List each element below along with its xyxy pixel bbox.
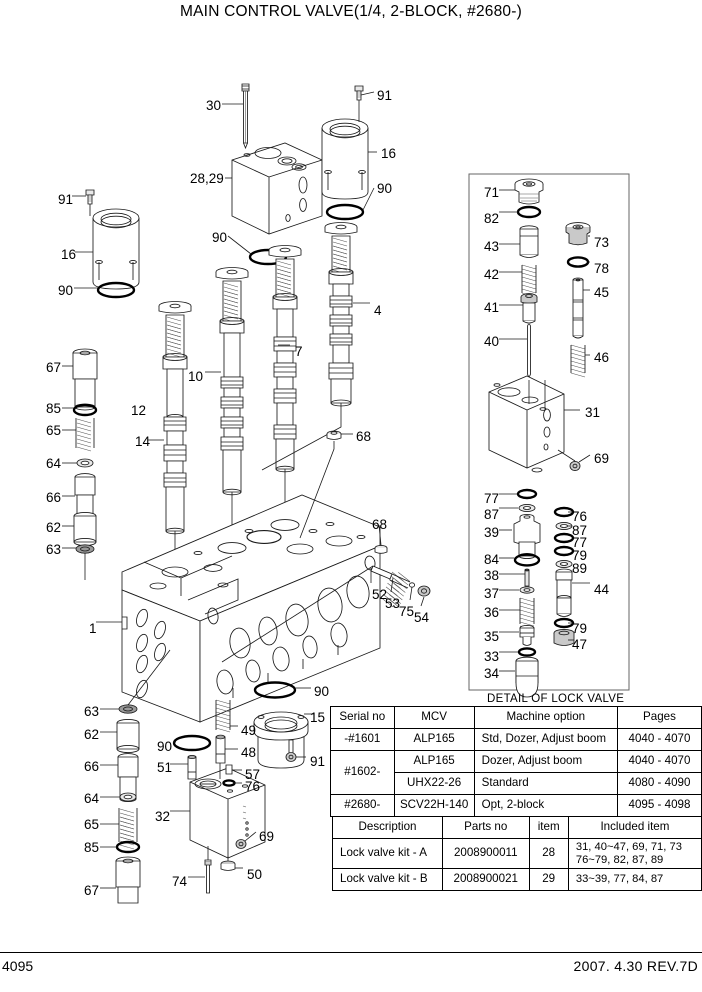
callout-7: 7 — [295, 344, 303, 359]
part-62-bush-upper — [62, 512, 96, 545]
callout-90: 90 — [58, 283, 74, 298]
th-description: Description — [333, 817, 443, 839]
detail-callout-47: 47 — [572, 637, 588, 652]
part-1-main-valve-body — [96, 495, 380, 722]
callout-50: 50 — [247, 867, 263, 882]
detail-callout-87: 87 — [484, 507, 500, 522]
detail-callout-77: 77 — [572, 535, 588, 550]
cell-mcv: ALP165 — [394, 729, 474, 751]
detail-callout-42: 42 — [484, 267, 500, 282]
part-64-washer-lower — [100, 793, 136, 801]
detail-part-78-oring — [568, 257, 588, 266]
part-64-washer-upper — [62, 459, 93, 467]
part-16-cap-left — [75, 209, 139, 289]
detail-callout-31: 31 — [585, 405, 601, 420]
part-67-plunger-lower — [100, 857, 140, 903]
part-62-bush-lower — [100, 719, 139, 752]
detail-callout-41: 41 — [484, 300, 500, 315]
table-row — [331, 751, 702, 773]
detail-callout-87: 87 — [572, 523, 588, 538]
spool-assembly-c — [269, 246, 301, 521]
left-parts-stack — [62, 349, 97, 580]
detail-callout-45: 45 — [594, 285, 610, 300]
th-mcv: MCV — [394, 707, 474, 729]
callout-74: 74 — [172, 874, 188, 889]
detail-part-69-ball — [558, 450, 590, 471]
callout-90: 90 — [377, 181, 393, 196]
cell-pages: 4080 - 4090 — [617, 773, 701, 795]
callout-69: 69 — [259, 829, 275, 844]
detail-callout-36: 36 — [484, 605, 500, 620]
included-line-2: 76~79, 82, 87, 89 — [575, 853, 664, 866]
cell-description: Lock valve kit - A — [333, 839, 443, 869]
callout-57: 57 — [245, 767, 261, 782]
callout-62: 62 — [84, 727, 100, 742]
callout-76: 76 — [245, 779, 261, 794]
callout-12: 12 — [131, 403, 147, 418]
part-63-seal-upper — [62, 545, 94, 580]
callout-51: 51 — [157, 760, 173, 775]
part-51-pin — [170, 755, 196, 779]
lock-valve-kit-table — [332, 816, 702, 891]
table-row — [331, 795, 702, 817]
detail-part-42-spring — [499, 265, 536, 297]
detail-callout-71: 71 — [484, 185, 500, 200]
detail-part-89-washer — [556, 560, 572, 567]
th-included-item: Included item — [568, 817, 701, 839]
detail-part-40-needle — [499, 324, 531, 377]
serial-number-table — [330, 706, 702, 817]
th-machine-option: Machine option — [474, 707, 617, 729]
detail-part-87b-washer — [556, 522, 572, 529]
spool-assembly-a — [148, 302, 191, 576]
table-row — [333, 839, 702, 869]
part-28-29-block — [225, 143, 322, 234]
detail-part-79a-oring — [555, 547, 573, 555]
detail-callout-35: 35 — [484, 629, 500, 644]
cell-parts-no: 2008900011 — [443, 839, 530, 869]
cell-mcv: SCV22H-140 — [394, 795, 474, 817]
detail-panel-caption: DETAIL OF LOCK VALVE — [487, 693, 625, 705]
detail-callout-46: 46 — [594, 350, 610, 365]
cell-pages: 4095 - 4098 — [617, 795, 701, 817]
detail-callout-76: 76 — [572, 509, 588, 524]
callout-90: 90 — [212, 230, 228, 245]
detail-part-45-rod — [573, 278, 590, 338]
revision-date: 2007. 4.30 REV.7D — [573, 958, 698, 974]
footer-divider — [0, 952, 702, 953]
detail-part-34 — [499, 657, 538, 697]
detail-callout-34: 34 — [484, 666, 500, 681]
part-15-flange — [254, 712, 314, 768]
detail-part-73 — [566, 223, 590, 245]
detail-callout-73: 73 — [594, 235, 610, 250]
detail-callout-79: 79 — [572, 548, 588, 563]
part-65-spring-upper — [62, 418, 94, 451]
cell-pages: 4040 - 4070 — [617, 751, 701, 773]
th-pages: Pages — [617, 707, 701, 729]
detail-callout-44: 44 — [594, 582, 610, 597]
part-90-oring-32 — [174, 736, 210, 750]
callout-49: 49 — [241, 723, 257, 738]
callout-66: 66 — [46, 490, 62, 505]
cell-serial: -#1601 — [331, 729, 395, 751]
cell-description: Lock valve kit - B — [333, 869, 443, 891]
detail-part-71 — [499, 179, 543, 204]
callout-52: 52 — [372, 587, 388, 602]
detail-part-77a-oring — [518, 490, 536, 498]
th-item: item — [529, 817, 568, 839]
th-serial-no: Serial no — [331, 707, 395, 729]
detail-callout-77: 77 — [484, 491, 500, 506]
callout-1: 1 — [89, 621, 97, 636]
callout-85: 85 — [84, 840, 100, 855]
callout-65: 65 — [46, 423, 62, 438]
detail-part-46-spring — [571, 345, 590, 377]
detail-part-39 — [499, 514, 540, 558]
callout-68: 68 — [372, 517, 388, 532]
callout-67: 67 — [84, 883, 100, 898]
cell-mcv: ALP165 — [394, 751, 474, 773]
detail-part-35 — [499, 625, 534, 645]
detail-callout-39: 39 — [484, 525, 500, 540]
callout-62: 62 — [46, 520, 62, 535]
detail-part-31-block — [489, 376, 580, 472]
callout-28,29: 28,29 — [190, 171, 224, 186]
detail-callout-89: 89 — [572, 561, 588, 576]
callout-85: 85 — [46, 401, 62, 416]
callout-66: 66 — [84, 759, 100, 774]
cell-mcv: UHX22-26 — [394, 773, 474, 795]
part-90-oring-tr — [327, 205, 363, 219]
callout-63: 63 — [84, 704, 100, 719]
callout-64: 64 — [84, 791, 100, 806]
callout-91: 91 — [377, 88, 393, 103]
table-header-row — [333, 817, 702, 839]
callout-65: 65 — [84, 817, 100, 832]
page-title: MAIN CONTROL VALVE(1/4, 2-BLOCK, #2680-) — [180, 3, 522, 20]
th-parts-no: Parts no — [443, 817, 530, 839]
callout-90: 90 — [157, 739, 173, 754]
detail-part-37-washer — [499, 587, 534, 593]
cell-serial: #1602- — [331, 751, 395, 795]
callout-16: 16 — [381, 146, 397, 161]
detail-part-44-spool — [556, 569, 590, 617]
part-74-bolt — [188, 846, 211, 893]
callout-90: 90 — [314, 684, 330, 699]
detail-callout-40: 40 — [484, 334, 500, 349]
table-row — [331, 729, 702, 751]
cell-included-item — [568, 839, 701, 869]
callout-91: 91 — [58, 192, 74, 207]
part-91-screw-left — [72, 190, 94, 216]
detail-callout-79: 79 — [572, 621, 588, 636]
callout-68: 68 — [356, 429, 372, 444]
callout-15: 15 — [310, 710, 326, 725]
callout-30: 30 — [206, 98, 222, 113]
cell-parts-no: 2008900021 — [443, 869, 530, 891]
detail-part-38-pin — [499, 569, 529, 586]
cell-serial: #2680- — [331, 795, 395, 817]
cell-pages: 4040 - 4070 — [617, 729, 701, 751]
detail-callout-38: 38 — [484, 568, 500, 583]
detail-callout-78: 78 — [594, 261, 610, 276]
detail-callout-82: 82 — [484, 211, 500, 226]
table-row — [333, 869, 702, 891]
detail-part-87a-washer — [499, 504, 535, 511]
spool-assembly-b — [205, 268, 248, 561]
callout-67: 67 — [46, 360, 62, 375]
cell-option: Standard — [474, 773, 617, 795]
cell-item: 29 — [529, 869, 568, 891]
cell-option: Opt, 2-block — [474, 795, 617, 817]
cell-included-item: 33~39, 77, 84, 87 — [568, 869, 701, 891]
detail-callout-69: 69 — [594, 451, 610, 466]
page-number: 4095 — [2, 958, 34, 974]
detail-callout-37: 37 — [484, 586, 500, 601]
detail-part-43 — [499, 226, 538, 258]
callout-91: 91 — [310, 754, 326, 769]
cell-option: Std, Dozer, Adjust boom — [474, 729, 617, 751]
callout-14: 14 — [135, 434, 151, 449]
detail-part-77b-oring — [555, 534, 573, 542]
callout-48: 48 — [241, 745, 257, 760]
part-67-plunger-upper — [62, 349, 97, 410]
detail-part-82-oring — [518, 207, 540, 217]
callout-4: 4 — [374, 303, 382, 318]
part-16-cap-top-right — [322, 100, 377, 199]
callout-32: 32 — [155, 809, 171, 824]
callout-63: 63 — [46, 542, 62, 557]
detail-part-47-cap — [554, 629, 574, 645]
cell-option: Dozer, Adjust boom — [474, 751, 617, 773]
detail-part-41 — [499, 294, 537, 323]
detail-part-33-oring — [519, 648, 535, 655]
callout-54: 54 — [414, 610, 430, 625]
part-50-plug — [221, 856, 243, 871]
callout-75: 75 — [399, 604, 415, 619]
callout-10: 10 — [188, 369, 204, 384]
part-91-screw-top — [355, 86, 374, 100]
part-30-rod — [222, 84, 249, 148]
cell-item: 28 — [529, 839, 568, 869]
table-header-row — [331, 707, 702, 729]
callout-53: 53 — [385, 596, 401, 611]
detail-callout-33: 33 — [484, 649, 500, 664]
detail-callout-84: 84 — [484, 552, 500, 567]
callout-16: 16 — [61, 247, 77, 262]
callout-64: 64 — [46, 456, 62, 471]
detail-callout-43: 43 — [484, 239, 500, 254]
included-line-1: 31, 40~47, 69, 71, 73 — [575, 841, 682, 853]
